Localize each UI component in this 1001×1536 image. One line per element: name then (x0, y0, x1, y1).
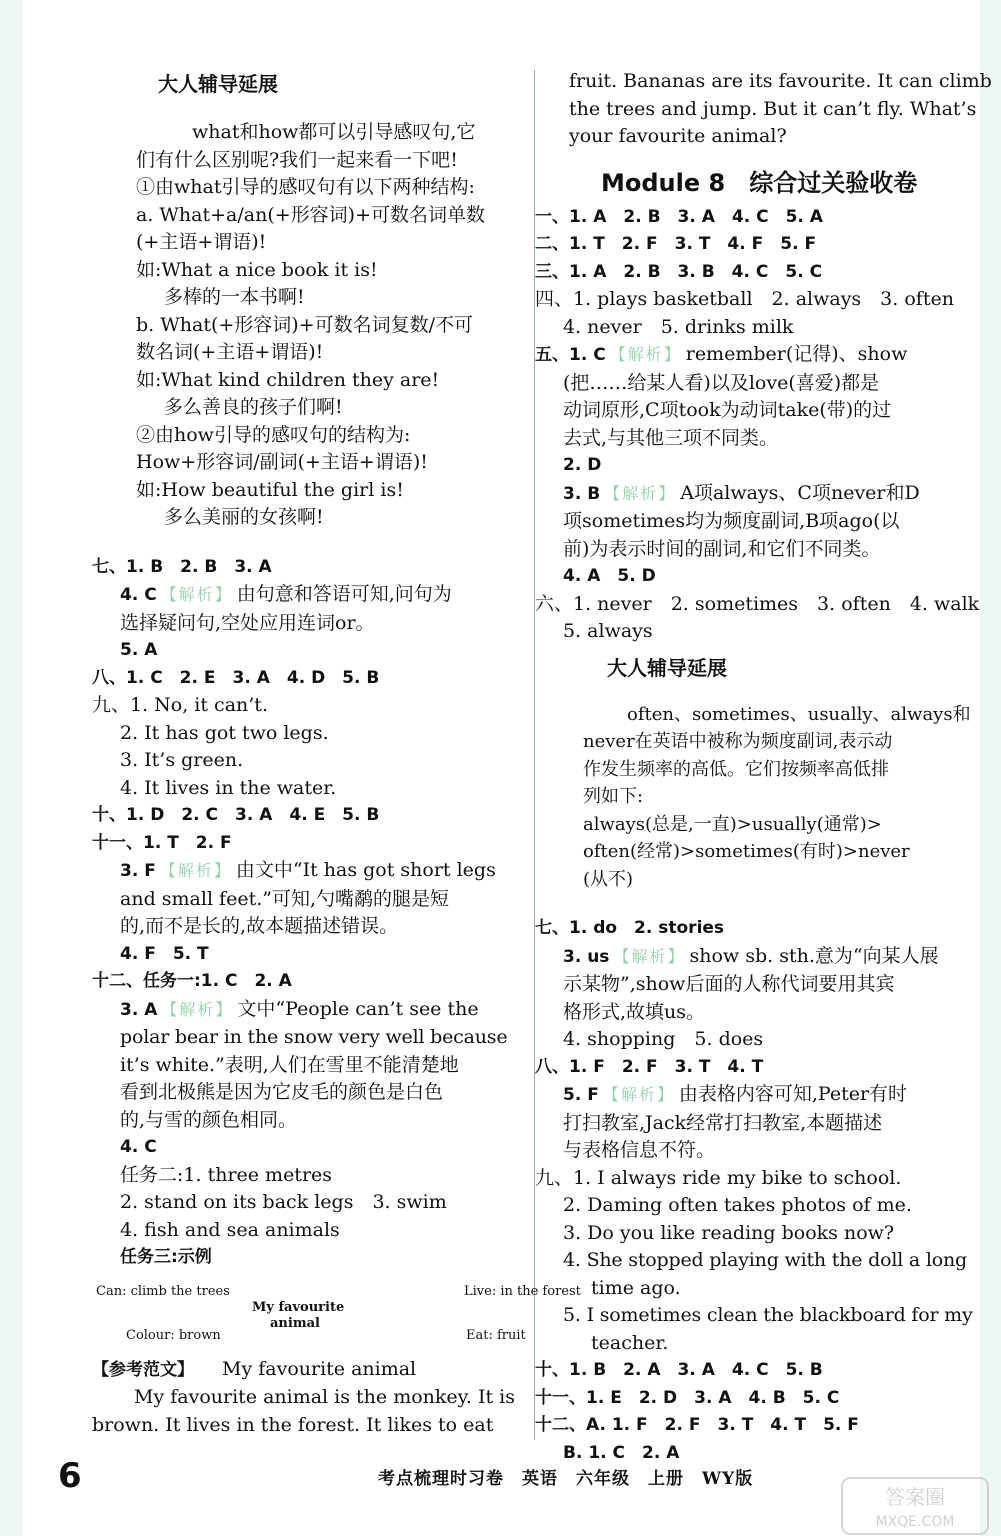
answer-line: 5. always (563, 620, 653, 642)
mind-map-figure (92, 1282, 581, 1350)
answers-right-2 (535, 915, 973, 1467)
tutor-box-title: 大人辅导延展 (158, 72, 278, 96)
answer-line: 十一、1. T 2. F (92, 832, 232, 853)
answer-line: 4. shopping 5. does (563, 1028, 764, 1050)
answer-line: 四、1. plays basketball 2. always 3. often (535, 288, 954, 310)
analysis-tag: 【 解析 】 (603, 1081, 675, 1109)
answer-line: 十一、1. E 2. D 3. A 4. B 5. C (535, 1387, 840, 1408)
answer-line: 十、1. B 2. A 3. A 4. C 5. B (535, 1360, 823, 1380)
analysis-text: 项sometimes均为频度副词,B项ago(以 (563, 510, 900, 532)
text-line: 如:What kind children they are! (136, 368, 440, 391)
answer-line: B. 1. C 2. A (563, 1442, 680, 1463)
essay-label: 【参考范文】 (92, 1359, 194, 1380)
text-line: what和how都可以引导感叹句,它 (192, 121, 476, 143)
text-line: (+主语+谓语)! (136, 231, 267, 253)
right-column (535, 68, 992, 1467)
answer-line: time ago. (591, 1276, 681, 1299)
text-line: 如:How beautiful the girl is! (136, 478, 404, 501)
answer-line: 一、1. A 2. B 3. A 4. C 5. A (535, 206, 823, 227)
page-number: 6 (58, 1456, 82, 1496)
answer-line: 5. I sometimes clean the blackboard for my (563, 1304, 973, 1326)
text-line: 多么美丽的女孩啊! (164, 506, 324, 528)
answer-line: 3. Do you like reading books now? (563, 1221, 895, 1244)
analysis-text: 看到北极熊是因为它皮毛的颜色是白色 (120, 1081, 444, 1103)
answers-right (535, 204, 980, 646)
analysis-text: 由句意和答语可知,问句为 (236, 583, 452, 605)
answer-line: 4. It lives in the water. (120, 776, 337, 799)
text-line: often、sometimes、usually、always和 (627, 703, 971, 725)
text-line: ①由what引导的感叹句有以下两种结构: (136, 176, 475, 198)
analysis-text: 由表格内容可知,Peter有时 (678, 1083, 908, 1105)
figure-center: My favourite (252, 1299, 345, 1315)
figure-label: Colour: brown (126, 1327, 221, 1343)
answer-line: 3. us (563, 946, 610, 967)
answer-line: 七、1. B 2. B 3. A (92, 556, 272, 577)
tutor-box (122, 109, 517, 542)
analysis-text: A项always、C项never和D (680, 481, 920, 504)
analysis-text: it’s white.”表明,人们在雪里不能清楚地 (120, 1053, 459, 1076)
answer-line: 4. fish and sea animals (120, 1218, 340, 1241)
answer-line: 2. It has got two legs. (120, 721, 329, 744)
answer-line: 3. B (563, 483, 601, 504)
answer-line: 3. F (120, 861, 156, 881)
text-line: ②由how引导的感叹句的结构为: (136, 423, 411, 446)
text-line: How+形容词/副词(+主语+谓语)! (136, 451, 428, 473)
answer-line: 五、1. C (535, 345, 606, 365)
analysis-tag: 【 解析 】 (161, 996, 233, 1024)
answer-line: 任务三:示例 (120, 1247, 212, 1267)
analysis-text: show sb. sth.意为“向某人展 (689, 944, 939, 967)
answer-line: 5. A (120, 640, 158, 660)
answer-line: 任务二:1. three metres (120, 1163, 333, 1186)
analysis-text: 文中“People can’t see the (237, 997, 479, 1020)
essay-title: My favourite animal (222, 1357, 417, 1380)
text-line: 如:What a nice book it is! (136, 258, 378, 281)
answer-line: 3. It’s green. (120, 749, 244, 771)
analysis-text: 去式,与其他三项不同类。 (563, 426, 779, 449)
text-line: 多么善良的孩子们啊! (164, 396, 343, 418)
answer-line: 4. never 5. drinks milk (563, 315, 794, 338)
figure-label: Can: climb the trees (96, 1283, 230, 1299)
answer-line: 三、1. A 2. B 3. B 4. C 5. C (535, 261, 823, 282)
answer-line: teacher. (591, 1331, 669, 1354)
text-line: often(经常)>sometimes(有时)>never (583, 841, 910, 862)
analysis-text: 格形式,故填us。 (563, 1000, 706, 1023)
tutor-box-2 (535, 693, 971, 904)
answer-line: 八、1. F 2. F 3. T 4. T (535, 1056, 764, 1077)
answer-line: 2. D (563, 455, 602, 475)
text-line: 作发生频率的高低。它们按频率高低排 (583, 758, 889, 780)
essay-line: My favourite animal is the monkey. It is (134, 1386, 515, 1408)
answer-line: 4. F 5. T (120, 943, 209, 964)
answer-line: 4. She stopped playing with the doll a long (563, 1249, 968, 1271)
page (22, 0, 992, 1536)
figure-center: animal (270, 1315, 320, 1331)
analysis-tag: 【 解析 】 (604, 480, 676, 508)
analysis-text: 动词原形,C项took为动词take(带)的过 (563, 399, 892, 421)
analysis-text: 选择疑问句,空处应用连词or。 (120, 611, 375, 634)
answer-line: 六、1. never 2. sometimes 3. often 4. walk (535, 592, 980, 615)
text-line: 列如下: (583, 786, 644, 807)
analysis-text: 前)为表示时间的副词,和它们不同类。 (563, 537, 881, 560)
essay-line: the trees and jump. But it can’t fly. What’s (569, 97, 977, 120)
answer-line: 九、1. I always ride my bike to school. (535, 1166, 902, 1189)
text-line: a. What+a/an(+形容词)+可数名词单数 (136, 203, 486, 226)
analysis-text: 的,与雪的颜色相同。 (120, 1108, 298, 1131)
answer-line: 5. F (563, 1085, 599, 1105)
text-line: (从不) (583, 868, 634, 890)
answer-line: 九、1. No, it can’t. (92, 694, 268, 716)
essay-line: brown. It lives in the forest. It likes to eat (92, 1413, 494, 1436)
answer-line: 2. stand on its back legs 3. swim (120, 1191, 447, 1213)
answer-line: 3. A (120, 999, 158, 1020)
analysis-text: 的,而不是长的,故本题描述错误。 (120, 915, 399, 937)
text-line: b. What(+形容词)+可数名词复数/不可 (136, 313, 474, 336)
essay-line: your favourite animal? (569, 125, 787, 147)
svg-text:答案圈: 答案圈 (885, 1485, 945, 1509)
analysis-tag: 【 解析 】 (161, 581, 233, 609)
text-line: 们有什么区别呢?我们一起来看一下吧! (136, 148, 458, 171)
answer-line: 2. Daming often takes photos of me. (563, 1194, 912, 1216)
answer-line: 七、1. do 2. stories (535, 918, 725, 938)
answer-line: 十二、A. 1. F 2. F 3. T 4. T 5. F (535, 1415, 859, 1435)
analysis-text: remember(记得)、show (685, 343, 908, 365)
analysis-text: (把……给某人看)以及love(喜爱)都是 (563, 371, 880, 394)
analysis-text: polar bear in the snow very well because (120, 1026, 508, 1048)
module-title: Module 8 综合过关验收卷 (601, 168, 918, 197)
essay-line: fruit. Bananas are its favourite. It can climb (569, 70, 992, 92)
analysis-tag: 【 解析 】 (613, 943, 685, 971)
figure-label: Eat: fruit (466, 1327, 526, 1343)
analysis-text: 与表格信息不符。 (563, 1139, 716, 1161)
analysis-tag: 【 解析 】 (610, 341, 682, 369)
text-line: never在英语中被称为频度副词,表示动 (583, 731, 893, 752)
answer-line: 4. C (120, 1137, 157, 1157)
answer-line: 十二、任务一:1. C 2. A (92, 971, 292, 991)
analysis-text: 示某物”,show后面的人称代词要用其宾 (563, 973, 895, 995)
analysis-text: and small feet.”可知,勺嘴鹬的腿是短 (120, 887, 450, 910)
text-line: always(总是,一直)>usually(通常)> (583, 813, 882, 835)
analysis-text: 由文中“It has got short legs (235, 859, 496, 881)
watermark-logo (840, 1476, 990, 1536)
analysis-text: 打扫教室,Jack经常打扫教室,本题描述 (563, 1111, 883, 1134)
book-title: 考点梳理时习卷 英语 六年级 上册 WY版 (378, 1469, 754, 1489)
answer-line: 八、1. C 2. E 3. A 4. D 5. B (92, 667, 380, 688)
analysis-tag: 【 解析 】 (160, 857, 232, 885)
answer-line: 4. A 5. D (563, 566, 656, 586)
answer-line: 二、1. T 2. F 3. T 4. F 5. F (535, 234, 817, 254)
svg-text:MXQE.COM: MXQE.COM (875, 1514, 955, 1530)
tutor-box-title-2: 大人辅导延展 (607, 655, 727, 680)
answer-line: 十、1. D 2. C 3. A 4. E 5. B (92, 805, 380, 825)
answer-line: 4. C (120, 585, 157, 605)
text-line: 数名词(+主语+谓语)! (136, 341, 324, 363)
text-line: 多棒的一本书啊! (164, 286, 305, 308)
figure-label: Live: in the forest (464, 1283, 581, 1299)
